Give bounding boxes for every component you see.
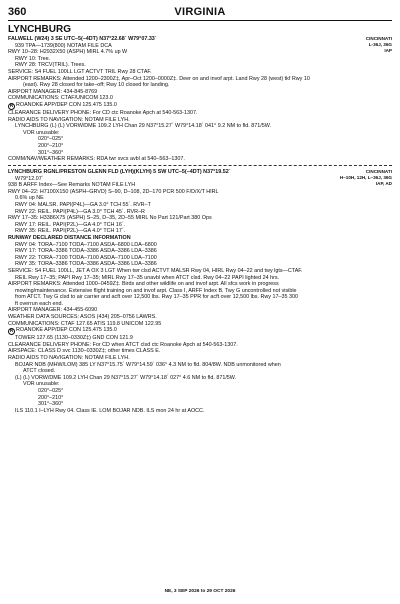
elevation-line: 938 B ARFF Index—See Remarks NOTAM FILE LYH	[8, 182, 136, 189]
remarks-line: mowing/maintenance. Extensive flight training on and invof arpt. Class I, ARFF Index B. Twy G uncontrolled not visible	[15, 287, 297, 294]
page-number: 360	[8, 6, 27, 18]
runway-end-line: RWY 10: Tree.	[15, 55, 51, 62]
remarks-line: AIRPORT REMARKS: Attended 1000–0459Z‡. Birds and other wildlife on and invof arpt. All sfcs work in progress	[8, 281, 279, 288]
vor-sector: 301°–360°	[38, 401, 64, 408]
runway-line: RWY 10–28: H2932X50 (ASPH) MIRL 4.7% up W	[8, 49, 128, 56]
declared-distance-row: RWY 22: TORA–7100 TODA–7100 ASDA–7100 LDA–7100	[15, 254, 157, 261]
effective-dates-footer: NE, 3 SEP 2026 to 29 OCT 2026	[164, 589, 236, 594]
navaids-line: RADIO AIDS TO NAVIGATION: NOTAM FILE LYH.	[8, 116, 130, 123]
ndb-line: BOJAR NDB (MHW/LOM) 385 LY N37°15.75´ W79°14.59´ 036° 4.3 NM to fld. 804/8W. NDB unmonitored when	[15, 361, 281, 368]
weather-line: WEATHER DATA SOURCES: ASOS (434) 205–0756 LAWRS.	[8, 314, 157, 321]
airport-entry-lynchburg-rgnl	[8, 169, 392, 414]
chart-ref-iap: IAP	[384, 48, 392, 53]
chart-ref-center: CINCINNATI	[365, 36, 392, 41]
coordinates-line: W79°12.07´	[15, 175, 44, 182]
remarks-line: AIRPORT REMARKS: Attended 1200–2300Z‡, Apr–Oct 1200–0000Z‡. Deer on and invof arpt. Land Rwy 28 (west) tkf Rwy 10	[8, 75, 310, 82]
page-header	[8, 6, 392, 22]
airport-name-line: FALWELL (W24) 3 SE UTC–5(–4DT) N37°22.68´ W79°07.33´	[8, 36, 157, 42]
runway-end-line: RWY 04: MALSR. PAPI(P4L)—GA 3.0° TCH 55´. RVR–T	[15, 201, 151, 208]
vor-unusable-line: VOR unusable:	[23, 129, 60, 136]
elevation-line: 939 TPA—1739(800) NOTAM FILE DCA	[15, 42, 112, 49]
declared-distance-heading: RUNWAY DECLARED DISTANCE INFORMATION	[8, 234, 131, 241]
entry-separator	[8, 165, 392, 166]
airport-name-line: LYNCHBURG RGNL/PRESTON GLENN FLD (LYH)(KLYH) 5 SW UTC–5(–4DT) N37°19.52´	[8, 169, 231, 175]
declared-distance-row: RWY 17: TORA–3386 TODA–3386 ASDA–3386 LDA–3386	[15, 248, 157, 255]
state-title: VIRGINIA	[174, 6, 226, 18]
remarks-line: ft overrun each end.	[15, 300, 63, 307]
declared-distance-row: RWY 04: TORA–7100 TODA–7100 ASDA–6800 LDA–6800	[15, 241, 157, 248]
vor-sector: 301°–360°	[38, 149, 64, 156]
header-rule	[8, 20, 392, 21]
chart-refs	[366, 36, 392, 54]
approach-line: ROANOKE APP/DEP CON 125.475 135.0	[16, 327, 117, 334]
chart-ref-charts: H–10H, 12H, L–36J, 36G	[339, 175, 392, 180]
approach-line: ROANOKE APP/DEP CON 125.475 135.0	[16, 101, 117, 108]
remarks-line: (east). Rwy 28 closed for take–off; Rwy 10 closed for landing.	[23, 82, 170, 89]
navaids-line: RADIO AIDS TO NAVIGATION: NOTAM FILE LYH.	[8, 355, 130, 362]
manager-line: AIRPORT MANAGER: 434-455-6090	[8, 307, 98, 314]
comm-remarks-line: COMM/NAV/WEATHER REMARKS: RDA twr svcs avbl at 540–563–1307.	[8, 156, 185, 163]
runway-end-line: RWY 17: REIL. PAPI(P2L)—GA 4.0° TCH 16´.	[15, 221, 126, 228]
chart-ref-iap: IAP, AD	[375, 181, 392, 186]
airport-entry-falwell	[8, 36, 392, 163]
vor-sector: 020°–025°	[38, 388, 64, 394]
manager-line: AIRPORT MANAGER: 434-845-8769	[8, 88, 98, 95]
circled-r-icon: R	[9, 103, 14, 109]
vor-sector: 020°–025°	[38, 136, 64, 143]
runway-end-line: RWY 28: TRCV(TRIL). Trees.	[15, 62, 86, 69]
communications-line: COMMUNICATIONS: CTAF/UNICOM 123.0	[8, 95, 113, 102]
vor-line: LYNCHBURG (L) (L) VORW/DME 109.2 LYH Chan 29 N37°15.27´ W79°14.18´ 041° 9.2 NM to fld. 871/5W.	[15, 123, 272, 130]
ils-line: ILS 110.1 I–LYH Rwy 04. Class IE. LOM BOJAR NDB. ILS mon 24 hr at AOCC.	[15, 407, 205, 414]
airspace-line: AIRSPACE: CLASS D svc 1130–0330Z‡; other times CLASS E.	[8, 348, 161, 355]
vor-sector: 200°–210°	[38, 142, 64, 149]
runway-line: RWY 17–35: H3386X75 (ASPH) S–25, D–35, 2D–55 MIRL No Part 121/Part 380 Ops	[8, 215, 212, 222]
vor-line: (L) (L) VORW/DME 109.2 LYH Chan 29 N37°15.27´ W79°14.18´ 027° 4.6 NM to fld. 871/5W.	[15, 374, 237, 381]
communications-line: COMMUNICATIONS: CTAF 127.65 ATIS 119.8 UNICOM 122.95	[8, 320, 162, 327]
circled-r-icon: R	[9, 329, 14, 335]
clearance-line: CLEARANCE DELIVERY PHONE: For CD ctc Roanoke Apch at 540-563-1307.	[8, 109, 198, 116]
tower-line: TOWER 127.65 (1130–0330Z‡) GND CON 121.9	[15, 335, 133, 342]
declared-distance-row: RWY 35: TORA–3386 TODA–3386 ASDA–3386 LDA–3386	[15, 261, 157, 268]
runway-end-line: RWY 22: REIL. PAPI(P4L)—GA 3.0° TCH 45´. RVR–R	[15, 208, 145, 215]
chart-ref-charts: L-36J, 36G	[368, 42, 392, 47]
chart-ref-center: CINCINNATI	[365, 169, 392, 174]
service-line: SERVICE: S4 FUEL 100LL, JET A OX 3 LGT When twr clsd ACTVT MALSR Rwy 04, HIRL Rwy 04–22 and twy lgts—CTAF.	[8, 267, 303, 274]
chart-refs	[340, 169, 392, 187]
runway-line: RWY 04–22: H7100X150 (ASPH–GRVD) S–90, D–108, 2D–170 PCR 500 F/D/X/T HIRL	[8, 188, 219, 195]
city-heading: LYNCHBURG	[8, 24, 71, 35]
ndb-line: ATCT closed.	[23, 368, 56, 375]
service-line: SERVICE: S4 FUEL 100LL LGT ACTVT TRIL Rwy 28 CTAF.	[8, 68, 152, 75]
runway-line: 0.6% up NE	[15, 195, 44, 202]
clearance-line: CLEARANCE DELIVERY PHONE: For CD when ATCT clsd ctc Roanoke Apch at 540-563-1307.	[8, 341, 238, 348]
service-line: REIL Rwy 17–35; PAPI Rwy 17–35; MIRL Rwy 17–35 unavbl when ATCT clsd. Rwy 04–22 PAPI lighted 24 hrs.	[15, 274, 280, 281]
remarks-line: from ATCT. Twy G clsd to air carrier and acft over 12,500 lbs. Rwy 17–35 PPR for acft over 12,500 lbs. Rwy 17–35 300	[15, 294, 298, 301]
vor-unusable-line: VOR unusable:	[23, 381, 60, 388]
vor-sector: 200°–210°	[38, 394, 64, 401]
runway-end-line: RWY 35: REIL. PAPI(P2L)—GA 4.0° TCH 17´.	[15, 228, 126, 235]
